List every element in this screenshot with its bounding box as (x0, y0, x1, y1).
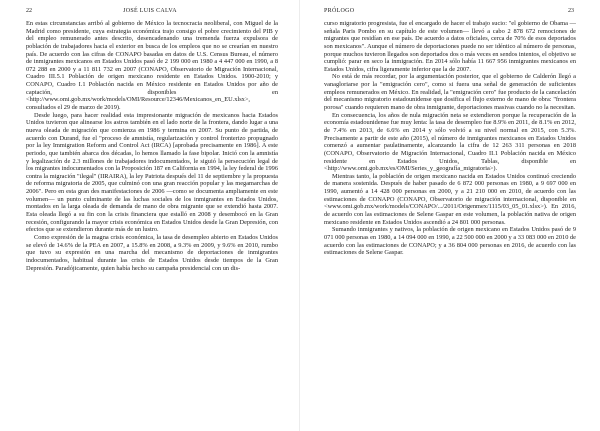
paragraph: En estas circunstancias arribó al gobierno de México la tecnocracia neoliberal, con Miguel de la Madrid como presidente, cuya estrategia económica trajo consigo el pobre crecimiento del PIB y del empleo remunerado antes descrito, desencadenando una tremenda fuerza expulsora de población de trabajadores hacia el exterior en busca de los empleos que no se crearían en nuestro país. De acuerdo con las cifras de CONAPO basadas en datos de U.S. Census Bureau, el número de inmigrantes mexicanos en Estados Unidos pasó de 2 199 000 en 1980 a 4 447 000 en 1990, a 8 072 288 en 2000 y a 11 811 732 en 2007 (CONAPO, Observatorio de Migración Internacional, Cuadro III.5.1 Población de origen mexicano residente en Estados Unidos. 1900-2010; y CONAPO, Cuadro I.1 Población nacida en México residente en Estados Unidos por año de captación, disponibles en <http://www.omi.gob.mx/work/models/OMI/Resource/12346/Mexicanos_en_EU.xlsx>, consultados el 29 de marzo de 2019). (26, 20, 278, 112)
paragraph: Como expresión de la magna crisis económica, la tasa de desempleo abierto en Estados Unidos se elevó de 14.6% de la PEA en 2007, a 15.8% en 2008, a 9.3% en 2009, y 9.6% en 2010, rumbo que tuvo su expresión en una marcha del mecanismo de deportaciones de inmigrantes indocumentados, habitual durante las crisis de Estados Unidos desde tiempos de la Gran Depresión. Paradójicamente, quien había hecho su campaña presidencial con un dis- (26, 233, 278, 272)
left-running-head: JOSÉ LUIS CALVA (123, 8, 177, 14)
right-running-head: PRÓLOGO (324, 8, 355, 14)
paragraph: No está de más recordar, por la argumentación posterior, que el gobierno de Calderón llegó a vanagloriarse por la "emigración cero", como si fuera una señal de generación de suficientes empleos remunerados en México. En realidad, la "emigración cero" fue producto de la cancelación del mecanismo migratorio estadounidense que dosifica el flujo externo de mano de obra: "frontera porosa" cuando requieren mano de obra inmigrante, deportaciones masivas cuando no la necesitan. (324, 73, 576, 112)
paragraph: En consecuencia, los años de nula migración neta se extendieron porque la recuperación de la economía estadounidense fue muy lenta: la tasa de desempleo fue 8.9% en 2011, de 8.1% en 2012, de 7.4% en 2013, de 6.6% en 2014 y sólo volvió a su nivel normal en 2015, con 5.3%. Precisamente a partir de este año (2015), el número de inmigrantes mexicanos en Estados Unidos comenzó a aumentar paulatinamente, alcanzando la cifra de 12 263 311 personas en 2018 (CONAPO, Observatorio de Migración Internacional, Cuadro II.1 Población nacida en México residente en Estados Unidos, Tablas, disponible en <http://www.omi.gob.mx/es/OMI/Series_y_geografía_migratoria>). (324, 111, 576, 173)
right-page (300, 0, 600, 431)
paragraph: Mientras tanto, la población de origen mexicano nacida en Estados Unidos continuó creciendo de manera sostenida. Después de haber pasado de 6 872 000 personas en 1980, a 9 697 000 en 1990, aumentó a 14 428 000 personas en 2000, y a 21 210 000 en 2010, de acuerdo con las estimaciones de CONAPO (CONAPO, Observatorio de migración internacional, disponible en <www.omi.gob.mx/work/models/CONAPO/.../2011/Origenmex/1115/03_05_01.xlsx>). En 2016, de acuerdo con las estimaciones de Selene Gaspar en este volumen, la población nativa de origen mexicano residente en Estados Unidos ascendió a 24 801 000 personas. (324, 172, 576, 226)
right-page-body (324, 20, 576, 423)
paragraph: curso migratorio progresista, fue el encargado de hacer el trabajo sucio: "el gobierno de Obama —señala Paris Pombo en su capítulo de este volumen— llevó a cabo 2 878 672 remociones de migrantes que residían en ese país. De acuerdo a datos oficiales, cerca de 70% de esos deportados son mexicanos". Aunque el número de deportaciones puede no ser idéntico al número de personas, porque muchos tuvieron llegados son deportados dos o más veces en sendos intentos, el objetivo se cumplió: parar en seco la inmigración. En 2014 sólo había 11 667 956 inmigrantes mexicanos en Estados Unidos, cifra ligeramente inferior que la de 2007. (324, 20, 576, 73)
right-page-number: 23 (568, 8, 574, 14)
left-page-number: 22 (26, 8, 32, 14)
paragraph: Sumando inmigrantes y nativos, la población de origen mexicano en Estados Unidos pasó de 9 071 000 personas en 1980, a 14 094 000 en 1990, a 22 500 000 en 2000 y a 33 083 000 en 2010 de acuerdo con las estimaciones de CONAPO; y a 36 804 000 personas en 2016, de acuerdo con las estimaciones de Selene Gaspar. (324, 226, 576, 257)
left-page-body (26, 20, 278, 423)
paragraph: Desde luego, para hacer realidad esta impresionante migración de mexicanos hacia Estados Unidos tuvieron que alinearse los astros también en el lado norte de la frontera, dando lugar a una nueva oleada de migración que comienza en 1986 y termina en 2007. Su punto de partida, de acuerdo con Durand, fue el "proceso de amnistía, regularización y control fronterizo propugnado por la ley Immigration Reform and Control Act (IRCA) [aprobada precisamente en 1986]. A este periodo, que también abarca dos décadas, lo hemos llamado la fase bipolar. Inició con la amnistía y legalización de 2.3 millones de trabajadores indocumentados, le siguió la persecución legal de los migrantes indocumentados con la Proposición 187 en California en 1994, la ley federal de 1996 contra la migración "ilegal" (IIRAIRA), la ley Patriota después del 11 de septiembre y la propuesta de reforma migratoria de 2005, que culminó con una gran reacción popular y las megamarchas de 2006". Pero en esta gran des manifestaciones de 2006 —como se documenta ampliamente en este volumen— un punto culminante de las luchas sociales de los inmigrantes en Estados Unidos, montados en la larga oleada de demanda de mano de obra migrante que se extendió hasta 2007. Esta oleada llegó a su fin con la crisis financiera que estalló en 2008 y desembocó en la Gran recesión, configurando la mayor crisis económica en Estados Unidos desde la Gran Depresión, con efectos que se extendieron durante más de un lustro. (26, 111, 278, 234)
